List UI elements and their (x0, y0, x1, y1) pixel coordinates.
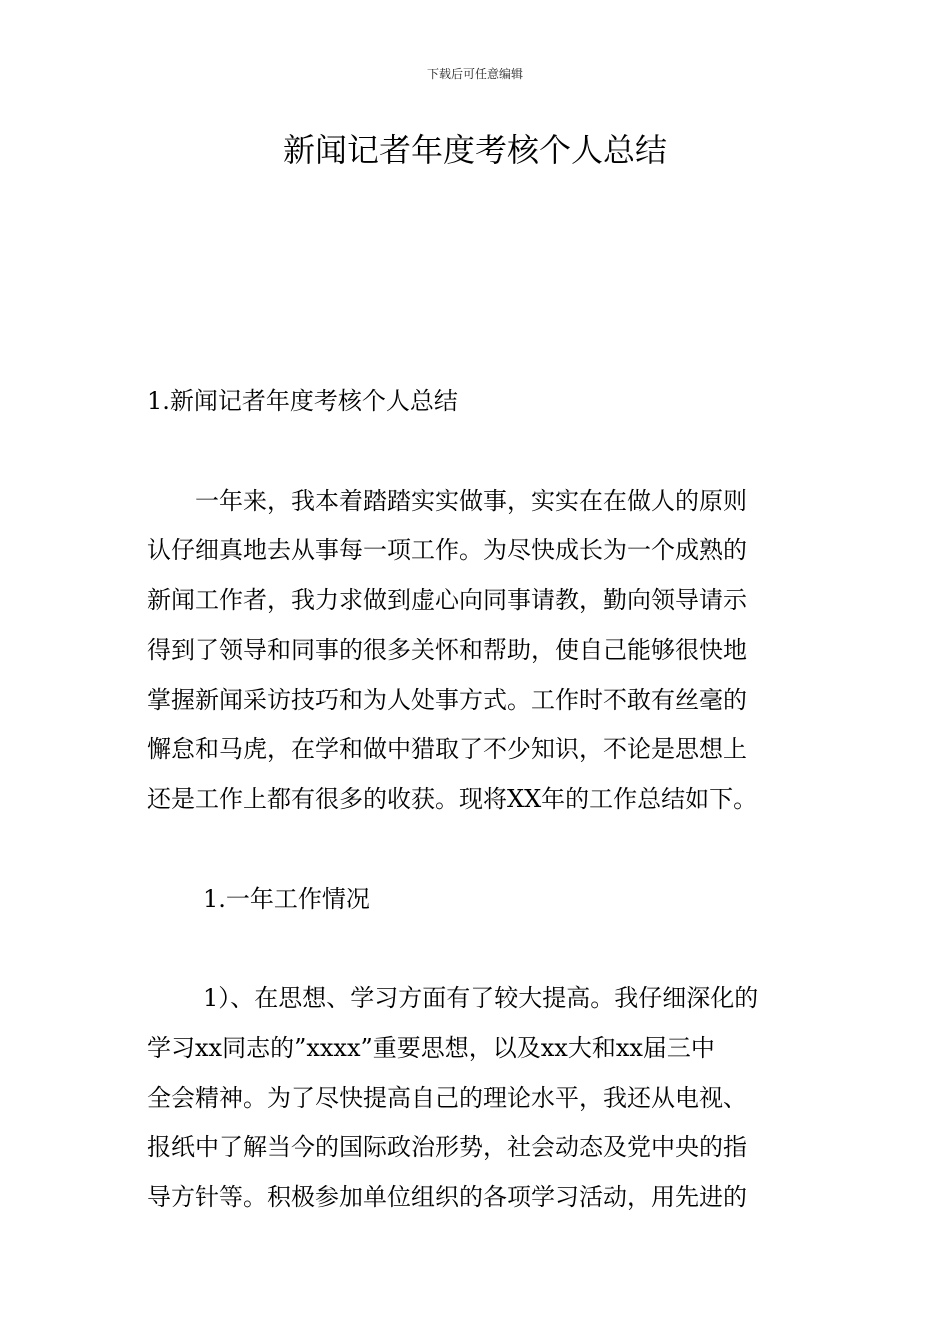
section-heading: 1.新闻记者年度考核个人总结 (147, 387, 458, 415)
subheading: 1.一年工作情况 (203, 884, 370, 913)
paragraph-2-line-3: 全会精神。为了尽快提高自己的理论水平，我还从电视、 (147, 1083, 747, 1112)
paragraph-1-line-3: 新闻工作者，我力求做到虚心向同事请教，勤向领导请示 (147, 586, 747, 615)
paragraph-1-line-5: 掌握新闻采访技巧和为人处事方式。工作时不敢有丝毫的 (147, 685, 747, 714)
paragraph-spacer (147, 924, 809, 974)
paragraph-2-line-4: 报纸中了解当今的国际政治形势，社会动态及党中央的指 (147, 1133, 747, 1162)
paragraph-spacer (147, 825, 809, 875)
paragraph-2-line-1: 1）、在思想、学习方面有了较大提高。我仔细深化的 (203, 984, 759, 1013)
document-body (147, 377, 809, 1223)
paragraph-2-line-2: 学习xx同志的”xxxx”重要思想，以及xx大和xx届三中 (147, 1034, 715, 1063)
paragraph-1-line-4: 得到了领导和同事的很多关怀和帮助，使自己能够很快地 (147, 635, 747, 664)
paragraph-1-line-1: 一年来，我本着踏踏实实做事，实实在在做人的原则 (195, 486, 747, 515)
paragraph-1-line-7: 还是工作上都有很多的收获。现将XX年的工作总结如下。 (147, 784, 758, 813)
paragraph-1-line-6: 懈怠和马虎，在学和做中猎取了不少知识，不论是思想上 (147, 735, 747, 764)
document-title: 新闻记者年度考核个人总结 (282, 131, 667, 169)
header-note: 下载后可任意编辑 (426, 67, 523, 81)
paragraph-2-line-5: 导方针等。积极参加单位组织的各项学习活动，用先进的 (147, 1183, 747, 1212)
paragraph-spacer (147, 427, 809, 477)
paragraph-1-line-2: 认仔细真地去从事每一项工作。为尽快成长为一个成熟的 (147, 536, 747, 565)
